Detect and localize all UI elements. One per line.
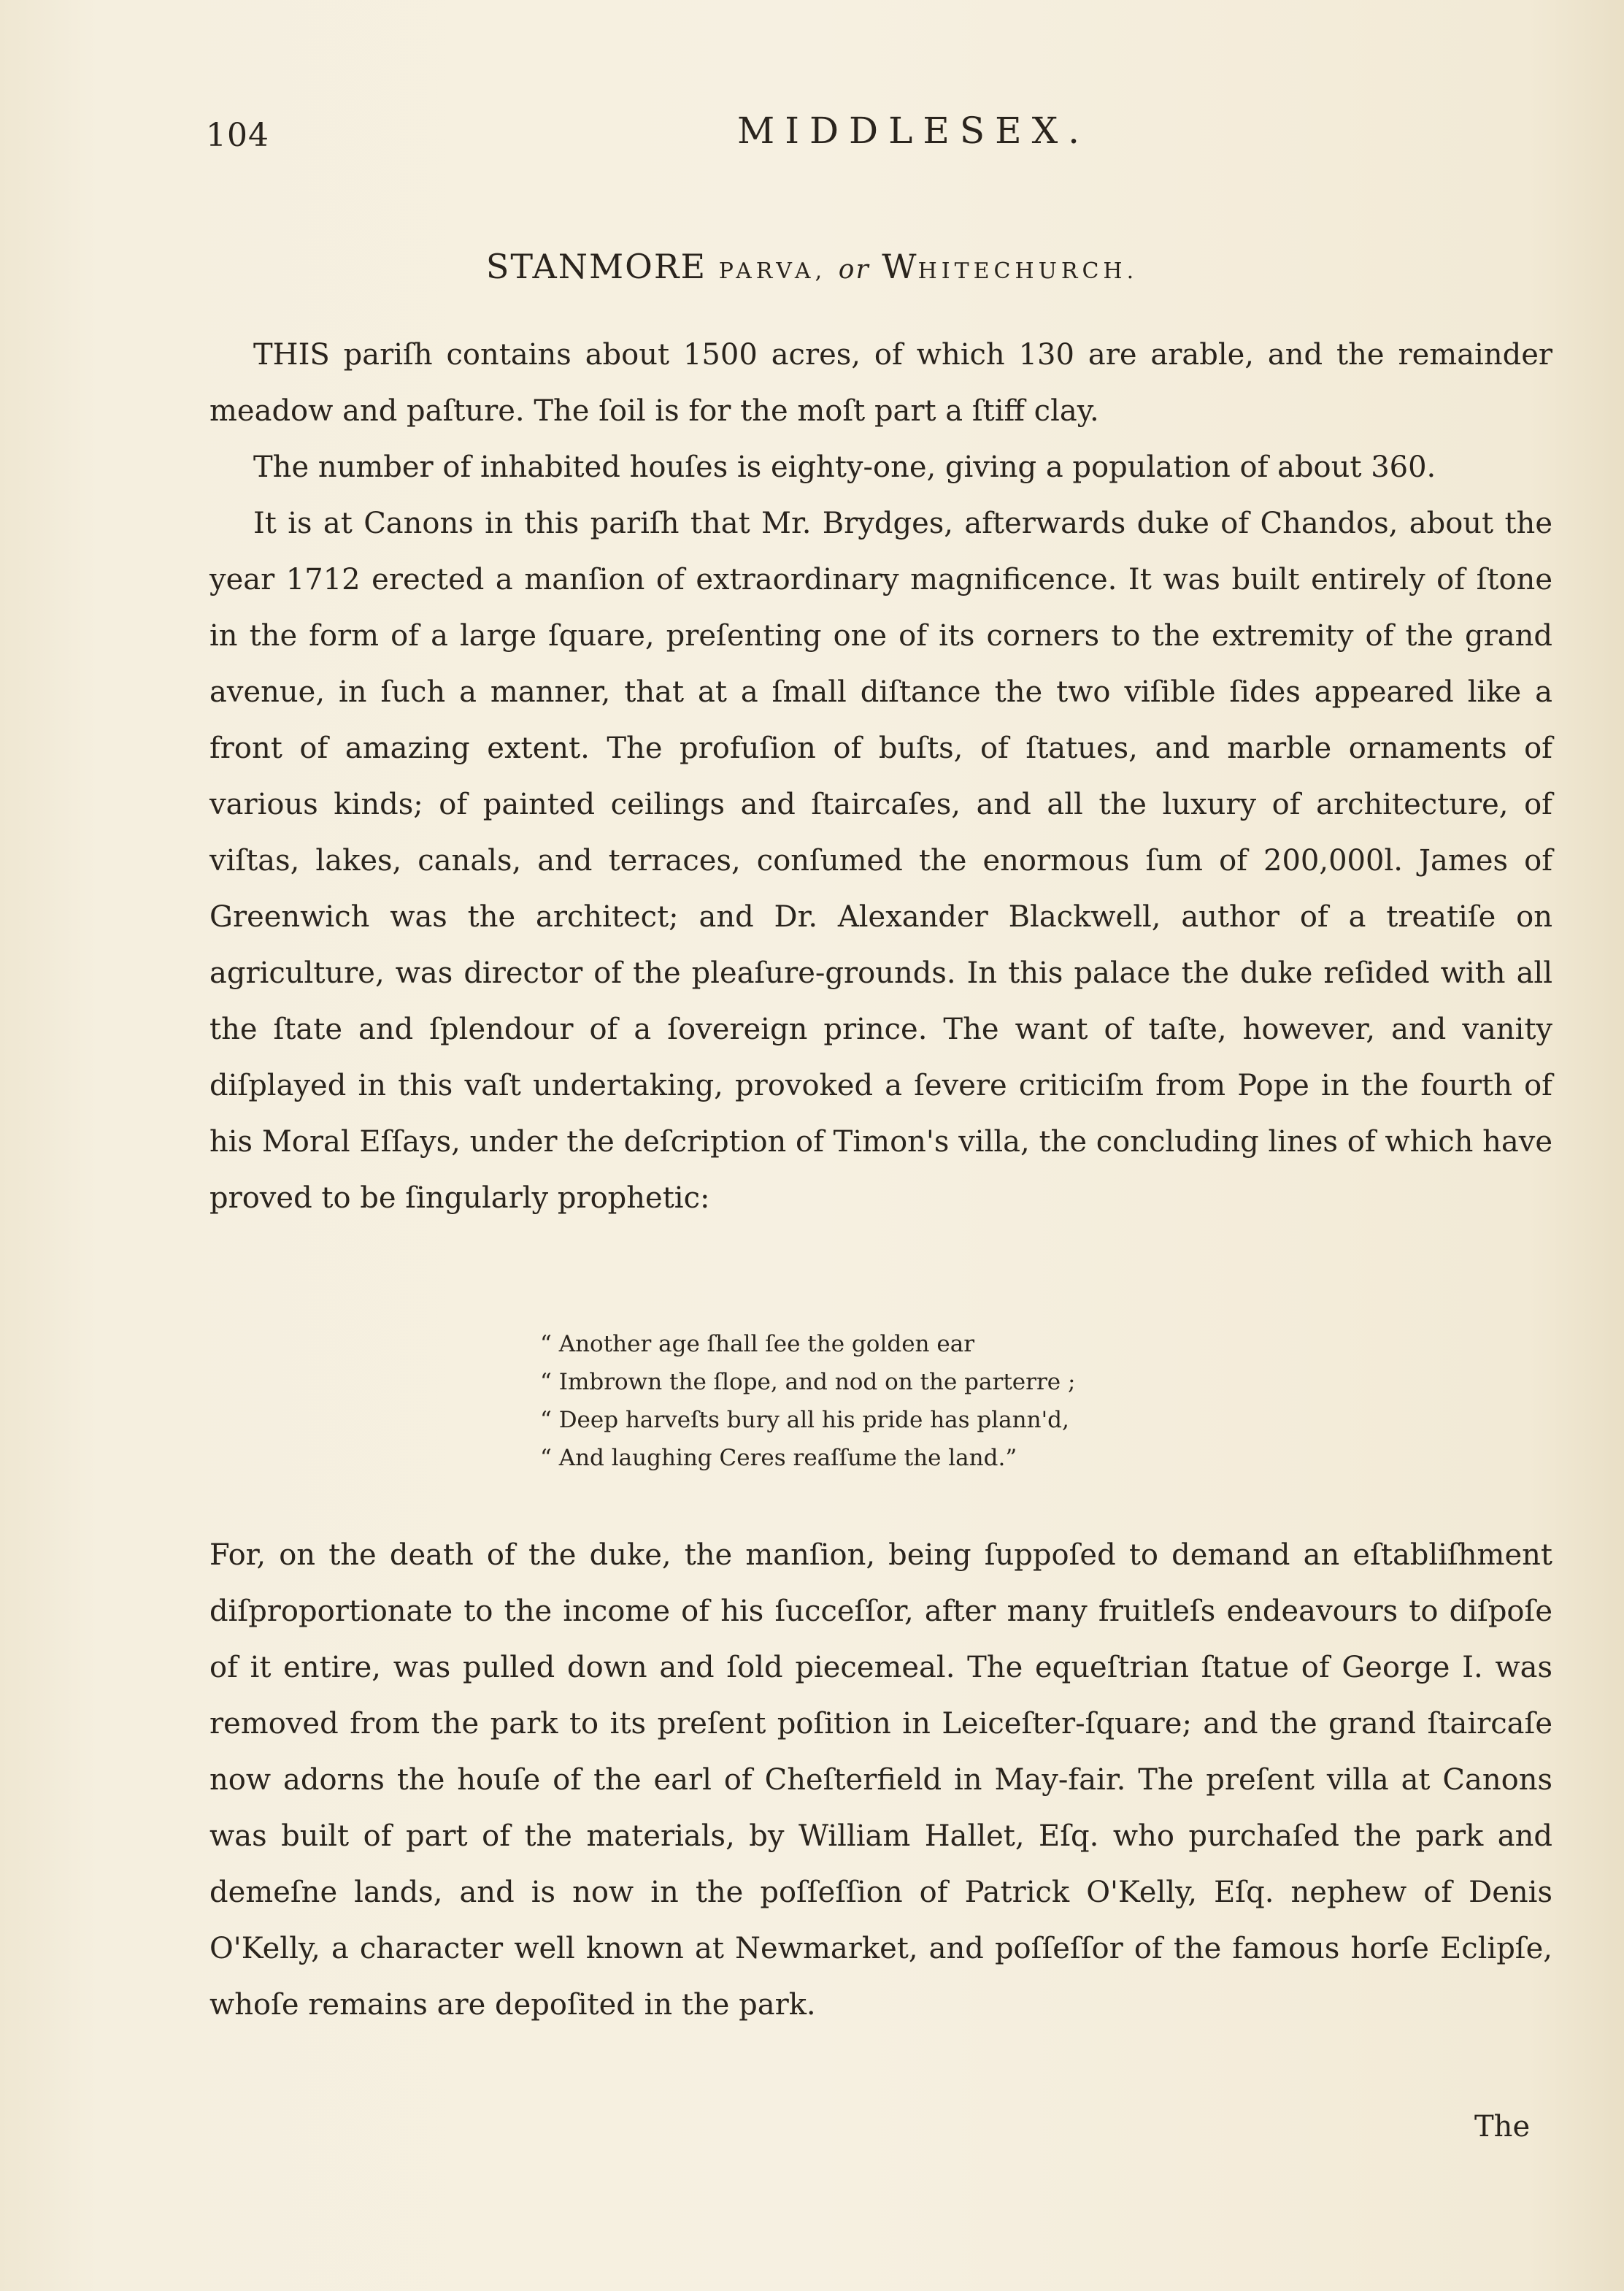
- section-title-white-initial: W: [882, 247, 918, 286]
- section-title-white-rest: HITECHURCH.: [917, 258, 1139, 284]
- section-title-parva: PARVA,: [718, 258, 827, 284]
- paragraph-demolition: For, on the death of the duke, the manſion, being ſuppoſed to demand an eſtabliſhment diſproportionate to the income of his ſucceſſor, after many fruitleſs endeavours to diſpoſe of it entire, was pulled down and ſold piecemeal. The equeſtrian ſtatue of George I. was removed from the park to its preſent poſition in Leiceſter-ſquare; and the grand ſtaircaſe now adorns the houſe of the earl of Cheſterfield in May-fair. The preſent villa at Canons was built of part of the materials, by William Hallet, Eſq. who purchaſed the park and demeſne lands, and is now in the poſſeſſion of Patrick O'Kelly, Eſq. nephew of Denis O'Kelly, a character well known at Newmarket, and poſſeſſor of the famous horſe Eclipſe, whoſe remains are depoſited in the park.: [209, 1538, 1552, 2022]
- section-title-or: or: [838, 255, 870, 285]
- body-text-bottom: [209, 1527, 1552, 2033]
- running-title: MIDDLESEX.: [737, 110, 1090, 152]
- section-heading: [0, 247, 1624, 286]
- paragraph-area: THIS pariſh contains about 1500 acres, of which 130 are arable, and the remainder meadow and paſture. The ſoil is for the moſt part a ſtiff clay.: [209, 338, 1552, 428]
- section-title-main: STANMORE: [485, 247, 707, 286]
- page-number: 104: [206, 117, 269, 154]
- verse-quotation: [540, 1325, 1270, 1477]
- running-head: [0, 110, 1624, 168]
- body-text-top: [209, 327, 1552, 1227]
- verse-line: “ And laughing Ceres reaſſume the land.”: [540, 1445, 1017, 1471]
- paragraph-houses: The number of inhabited houſes is eighty-one, giving a population of about 360.: [253, 450, 1436, 484]
- catchword: The: [1474, 2110, 1531, 2144]
- verse-line: “ Deep harveſts bury all his pride has plann'd,: [540, 1407, 1069, 1433]
- verse-line: “ Imbrown the ſlope, and nod on the parterre ;: [540, 1369, 1076, 1395]
- verse-line: “ Another age ſhall ſee the golden ear: [540, 1331, 975, 1357]
- paragraph-canons: It is at Canons in this pariſh that Mr. Brydges, afterwards duke of Chandos, about the year 1712 erected a manſion of extraordinary magnificence. It was built entirely of ſtone in the form of a large ſquare, preſenting one of its corners to the extremity of the grand avenue, in ſuch a manner, that at a ſmall diſtance the two viſible ſides appeared like a front of amazing extent. The profuſion of buſts, of ſtatues, and marble ornaments of various kinds; of painted ceilings and ſtaircaſes, and all the luxury of architecture, of viſtas, lakes, canals, and terraces, conſumed the enormous ſum of 200,000l. James of Greenwich was the architect; and Dr. Alexander Blackwell, author of a treatiſe on agriculture, was director of the pleaſure-grounds. In this palace the duke reſided with all the ſtate and ſplendour of a ſovereign prince. The want of taſte, however, and vanity diſplayed in this vaſt undertaking, provoked a ſevere criticiſm from Pope in the fourth of his Moral Eſſays, under the deſcription of Timon's villa, the concluding lines of which have proved to be ſingularly prophetic:: [209, 507, 1552, 1215]
